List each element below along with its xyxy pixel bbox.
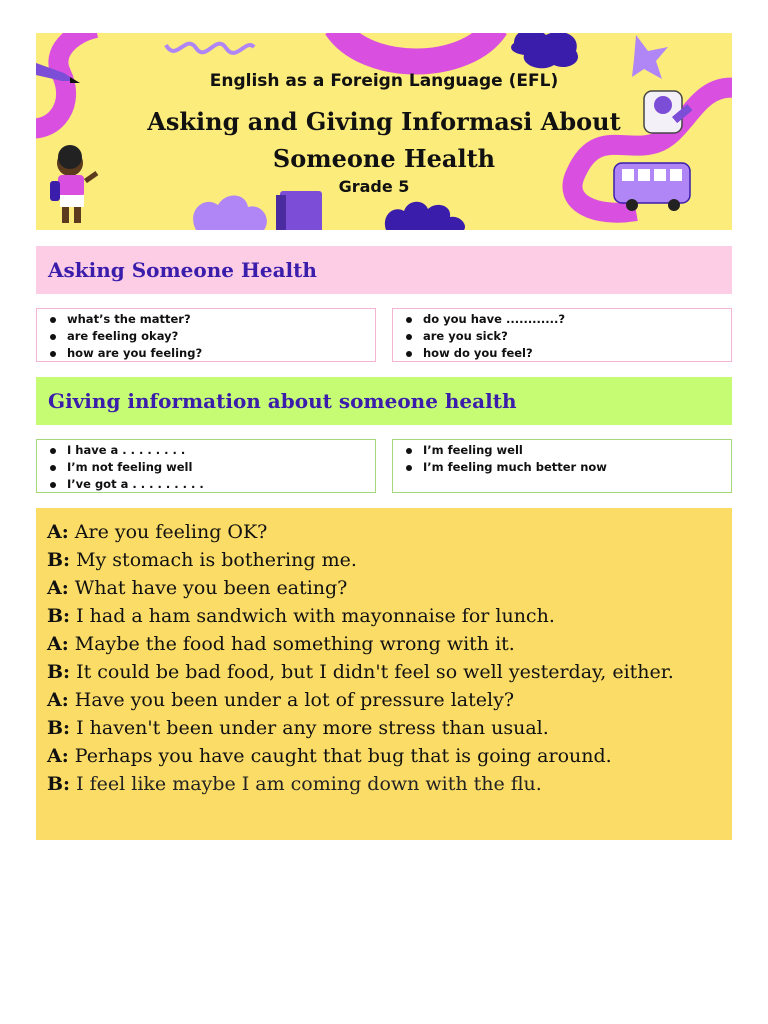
asking-heading: Asking Someone Health [36, 246, 732, 294]
speaker-label: A: [47, 689, 69, 711]
speaker-label: B: [47, 549, 71, 571]
header-banner [36, 33, 732, 230]
list-item: I have a . . . . . . . . [67, 442, 375, 459]
dialog-line [47, 686, 720, 714]
giving-heading: Giving information about someone health [36, 377, 732, 425]
list-item: what’s the matter? [67, 311, 375, 328]
dialog-line [47, 770, 720, 798]
dialog-text: What have you been eating? [74, 577, 348, 599]
dialog-text: My stomach is bothering me. [76, 549, 357, 571]
dialog-text: Have you been under a lot of pressure lately? [74, 689, 515, 711]
speaker-label: A: [47, 521, 69, 543]
list-item: I’ve got a . . . . . . . . . [67, 476, 375, 493]
dialog-line [47, 714, 720, 742]
dialog-line [47, 602, 720, 630]
list-item: I’m feeling well [423, 442, 731, 459]
giving-right-box [392, 439, 732, 493]
dialog-text: It could be bad food, but I didn't feel so well yesterday, either. [76, 661, 674, 683]
dialog-line [47, 630, 720, 658]
asking-left-box [36, 308, 376, 362]
list-item: how are you feeling? [67, 345, 375, 362]
asking-right-box [392, 308, 732, 362]
dialog-box [36, 508, 732, 840]
list-item: are feeling okay? [67, 328, 375, 345]
dialog-line [47, 658, 720, 686]
speaker-label: B: [47, 605, 71, 627]
grade-label: Grade 5 [338, 177, 410, 196]
speaker-label: B: [47, 773, 71, 795]
speaker-label: B: [47, 661, 71, 683]
dialog-line [47, 518, 720, 546]
dialog-text: Maybe the food had something wrong with it. [74, 633, 515, 655]
page-title: Asking and Giving Informasi About Someone Health [147, 107, 621, 173]
dialog-text: Perhaps you have caught that bug that is going around. [74, 745, 612, 767]
speaker-label: A: [47, 577, 69, 599]
list-item: do you have ............? [423, 311, 731, 328]
subject-label: English as a Foreign Language (EFL) [209, 71, 559, 91]
list-item: I’m feeling much better now [423, 459, 731, 476]
dialog-line [47, 742, 720, 770]
dialog-text: I feel like maybe I am coming down with the flu. [76, 773, 542, 795]
giving-left-box [36, 439, 376, 493]
dialog-text: I haven't been under any more stress than usual. [76, 717, 549, 739]
speaker-label: B: [47, 717, 71, 739]
speaker-label: A: [47, 745, 69, 767]
list-item: how do you feel? [423, 345, 731, 362]
dialog-text: I had a ham sandwich with mayonnaise for lunch. [76, 605, 555, 627]
dialog-line [47, 546, 720, 574]
list-item: I’m not feeling well [67, 459, 375, 476]
dialog-text: Are you feeling OK? [74, 521, 268, 543]
speaker-label: A: [47, 633, 69, 655]
list-item: are you sick? [423, 328, 731, 345]
dialog-line [47, 574, 720, 602]
